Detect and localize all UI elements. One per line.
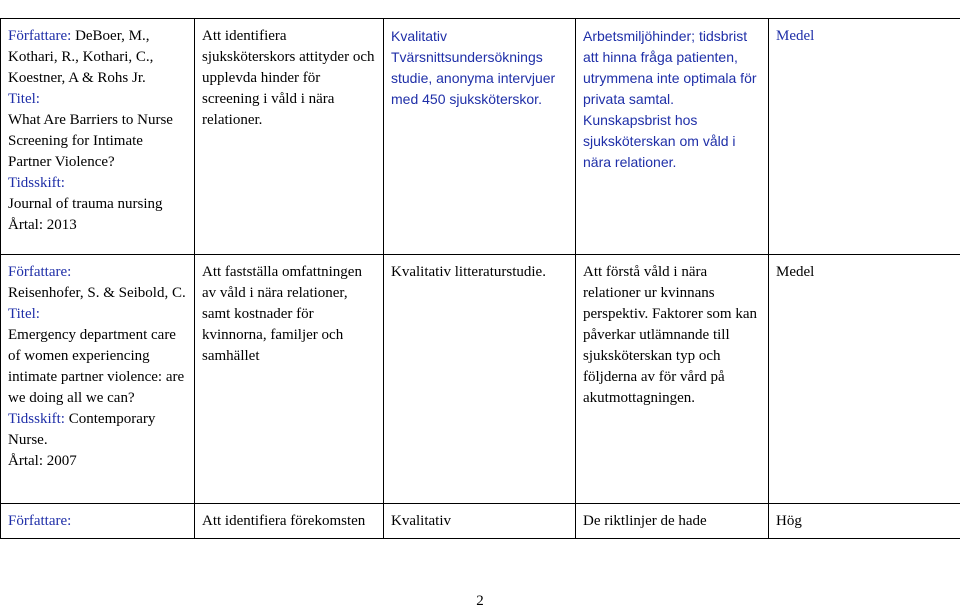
- journal-label: Tidsskift:: [8, 411, 65, 427]
- title-text: What Are Barriers to Nurse Screening for Intimate Partner Violence?: [8, 110, 188, 173]
- author-cell: [1, 504, 195, 539]
- article-review-table: [0, 18, 960, 539]
- table-row: [1, 504, 960, 539]
- results-cell: [576, 19, 769, 255]
- author-cell: [1, 255, 195, 504]
- title-label: Titel:: [8, 304, 188, 325]
- table-row: [1, 19, 960, 255]
- results-cell: [576, 255, 769, 504]
- results-text: Att förstå våld i nära relationer ur kvinnans perspektiv.: [583, 264, 715, 322]
- results-text: Faktorer som kan påverkar utlämnande till sjuksköterskan typ och följderna av för vård på akutmottagningen.: [583, 306, 757, 406]
- authors-text: Reisenhofer, S. & Seibold, C.: [8, 283, 188, 304]
- authors-text: DeBoer, M., Kothari, R., Kothari, C., Koestner, A & Rohs Jr.: [8, 28, 153, 86]
- aim-text: Att identifiera förekomsten: [202, 513, 365, 529]
- quality-cell: [769, 19, 960, 255]
- author-label: Författare:: [8, 513, 71, 529]
- method-cell: [384, 255, 576, 504]
- results-text: Kunskapsbrist hos sjuksköterskan om våld i nära relationer.: [583, 110, 762, 173]
- journal-label: Tidsskift:: [8, 173, 188, 194]
- quality-text: Hög: [776, 513, 802, 529]
- title-text: Emergency department care of women experiencing intimate partner violence: are we doing all we can?: [8, 325, 188, 409]
- method-text: Kvalitativ: [391, 513, 451, 529]
- author-cell: [1, 19, 195, 255]
- quality-cell: [769, 504, 960, 539]
- year-label: Årtal:: [8, 453, 43, 469]
- author-label: Författare:: [8, 28, 71, 44]
- results-text: De riktlinjer de hade: [583, 513, 707, 529]
- author-label: Författare:: [8, 262, 188, 283]
- aim-text: Att fastställa omfattningen av våld i nära relationer, samt kostnader för kvinnorna, familjer och samhället: [202, 264, 362, 364]
- journal-text: Journal of trauma nursing: [8, 194, 188, 215]
- quality-text: Medel: [776, 264, 814, 280]
- method-type: Kvalitativ: [391, 26, 569, 47]
- method-cell: [384, 504, 576, 539]
- year-text: 2013: [47, 217, 77, 233]
- year-label: Årtal:: [8, 217, 43, 233]
- aim-cell: [195, 255, 384, 504]
- quality-cell: [769, 255, 960, 504]
- table-row: [1, 255, 960, 504]
- results-text: Arbetsmiljöhinder; tidsbrist att hinna fråga patienten, utrymmena inte optimala för privata samtal.: [583, 26, 762, 110]
- title-label: Titel:: [8, 89, 188, 110]
- aim-cell: [195, 19, 384, 255]
- results-cell: [576, 504, 769, 539]
- method-cell: [384, 19, 576, 255]
- method-text: Kvalitativ litteraturstudie.: [391, 264, 546, 280]
- page-number: 2: [0, 592, 960, 610]
- quality-text: Medel: [776, 28, 814, 44]
- journal-text: Contemporary Nurse.: [8, 411, 155, 448]
- aim-text: Att identifiera sjuksköterskors attityder och upplevda hinder för screening i våld i nära relationer.: [202, 28, 374, 128]
- method-text: Tvärsnittsundersöknings studie, anonyma intervjuer med 450 sjuksköterskor.: [391, 47, 569, 110]
- aim-cell: [195, 504, 384, 539]
- year-text: 2007: [47, 453, 77, 469]
